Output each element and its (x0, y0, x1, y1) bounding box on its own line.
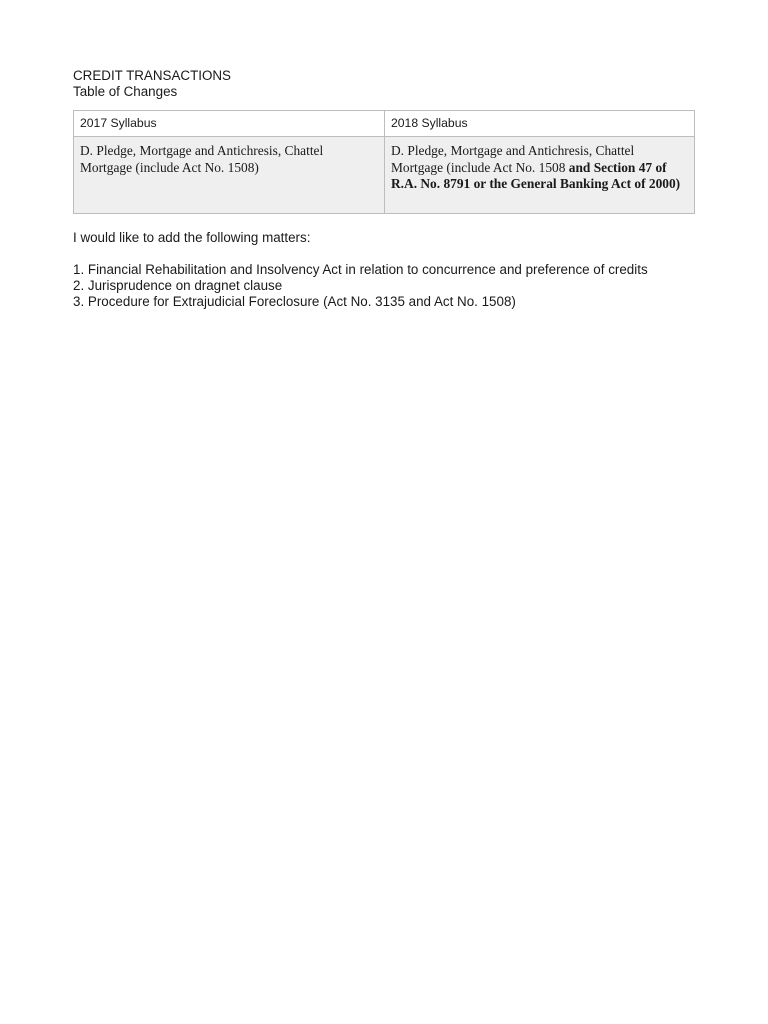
document-page (73, 68, 695, 310)
table-header-row (74, 111, 695, 137)
cell-2018-added-text: and Section 47 of R.A. No. 8791 or the General Banking Act of 2000) (391, 159, 681, 192)
list-item: 2. Jurisprudence on dragnet clause (73, 278, 283, 293)
cell-2018-pledge-mortgage (385, 137, 695, 214)
cell-2017-pledge-mortgage: D. Pledge, Mortgage and Antichresis, Chattel Mortgage (include Act No. 1508) (74, 137, 385, 214)
header-2018-syllabus: 2018 Syllabus (385, 111, 695, 137)
document-subtitle: Table of Changes (73, 84, 178, 99)
table-row (74, 137, 695, 214)
list-item: 3. Procedure for Extrajudicial Foreclosure (Act No. 3135 and Act No. 1508) (73, 294, 516, 309)
matters-list (73, 262, 695, 310)
document-title: CREDIT TRANSACTIONS (73, 68, 231, 83)
header-2017-syllabus: 2017 Syllabus (74, 111, 385, 137)
intro-text: I would like to add the following matters: (73, 230, 311, 245)
cell-2018-plain-text: D. Pledge, Mortgage and Antichresis, Chattel Mortgage (include Act No. 1508 (391, 143, 635, 175)
changes-table (73, 110, 695, 214)
list-item: 1. Financial Rehabilitation and Insolvency Act in relation to concurrence and preference of credits (73, 262, 648, 277)
